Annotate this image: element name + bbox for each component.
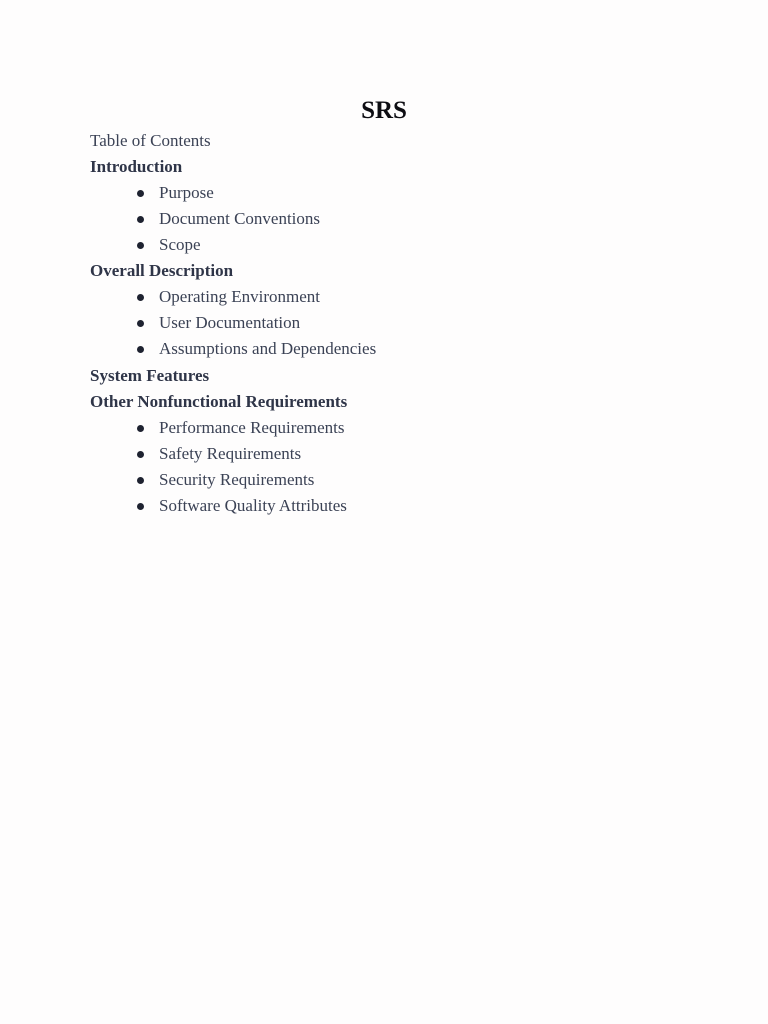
section-title-introduction: Introduction — [90, 157, 183, 176]
toc-heading: Table of Contents — [90, 131, 211, 150]
list-item — [90, 232, 690, 258]
section-list-introduction — [90, 180, 690, 258]
document-title: SRS — [361, 97, 407, 124]
section-title-other-nonfunctional-requirements: Other Nonfunctional Requirements — [90, 392, 348, 411]
section-list-other-nonfunctional-requirements — [90, 415, 690, 519]
list-item — [90, 180, 690, 206]
list-item-label: Scope — [159, 235, 201, 254]
bullet-icon — [137, 477, 144, 484]
list-item-label: Software Quality Attributes — [159, 496, 347, 515]
list-item-label: Purpose — [159, 183, 214, 202]
list-item-label: User Documentation — [159, 313, 301, 332]
bullet-icon — [137, 320, 144, 327]
list-item-label: Document Conventions — [159, 209, 321, 228]
bullet-icon — [137, 294, 144, 301]
list-item-label: Safety Requirements — [159, 444, 302, 463]
section-list-overall-description — [90, 284, 690, 363]
list-item-label: Operating Environment — [159, 287, 320, 306]
list-item — [90, 206, 690, 232]
list-item — [90, 493, 690, 519]
list-item — [90, 310, 690, 336]
section-title-system-features: System Features — [90, 366, 210, 385]
bullet-icon — [137, 503, 144, 510]
list-item — [90, 441, 690, 467]
list-item-label: Performance Requirements — [159, 418, 345, 437]
list-item — [90, 415, 690, 441]
bullet-icon — [137, 242, 144, 249]
list-item — [90, 467, 690, 493]
list-item — [90, 284, 690, 310]
bullet-icon — [137, 451, 144, 458]
list-item-label: Assumptions and Dependencies — [159, 339, 377, 358]
list-item-label: Security Requirements — [159, 470, 315, 489]
bullet-icon — [137, 190, 144, 197]
bullet-icon — [137, 216, 144, 223]
list-item — [90, 336, 690, 363]
bullet-icon — [137, 346, 144, 353]
bullet-icon — [137, 425, 144, 432]
table-of-contents — [90, 128, 690, 519]
section-title-overall-description: Overall Description — [90, 261, 234, 280]
